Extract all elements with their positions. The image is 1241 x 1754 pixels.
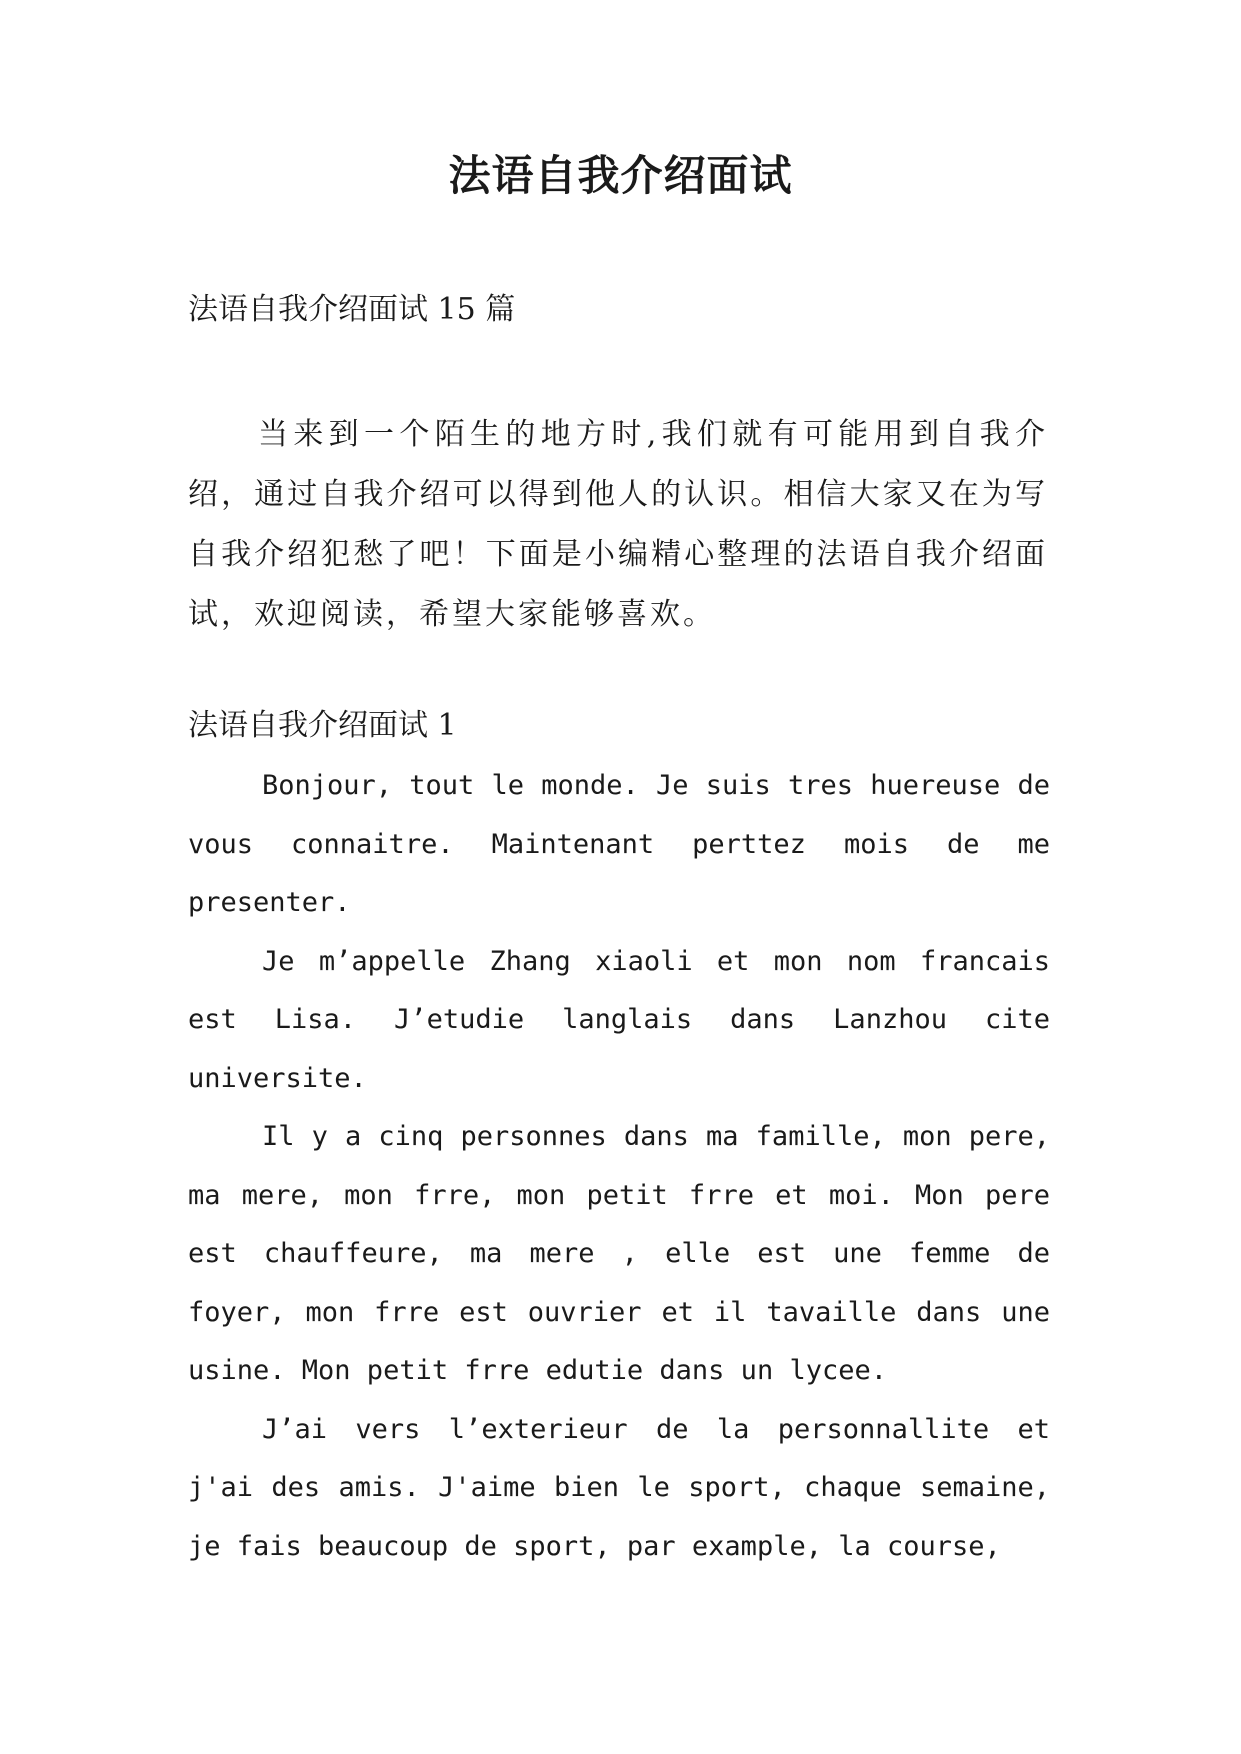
intro-paragraph: 当来到一个陌生的地方时,我们就有可能用到自我介绍，通过自我介绍可以得到他人的认识。相信大家又在为写自我介绍犯愁了吧！下面是小编精心整理的法语自我介绍面试，欢迎阅读，希望大家能够喜欢。 <box>188 417 1048 632</box>
body-paragraph: Je m’appelle Zhang xiaoli et mon nom francais est Lisa. J’etudie langlais dans Lanzhou cite universite. <box>188 945 1050 1094</box>
section-body <box>188 757 1050 1576</box>
body-paragraph: Bonjour, tout le monde. Je suis tres huereuse de vous connaitre. Maintenant perttez mois de me presenter. <box>188 770 1050 918</box>
document-title: 法语自我介绍面试 <box>448 151 793 200</box>
body-paragraph: Il y a cinq personnes dans ma famille, mon pere, ma mere, mon frre, mon petit frre et moi. Mon pere est chauffeure, ma mere , elle est une femme de foyer, mon frre est ouvrier et il tavaille dans une usine. Mon petit frre edutie dans un lycee. <box>188 1121 1050 1386</box>
document-subtitle: 法语自我介绍面试 15 篇 <box>188 292 516 327</box>
body-paragraph: J’ai vers l’exterieur de la personnallite et j'ai des amis. J'aime bien le sport, chaque semaine, je fais beaucoup de sport, par example, la course, <box>188 1413 1050 1562</box>
section-heading: 法语自我介绍面试 1 <box>188 708 457 743</box>
